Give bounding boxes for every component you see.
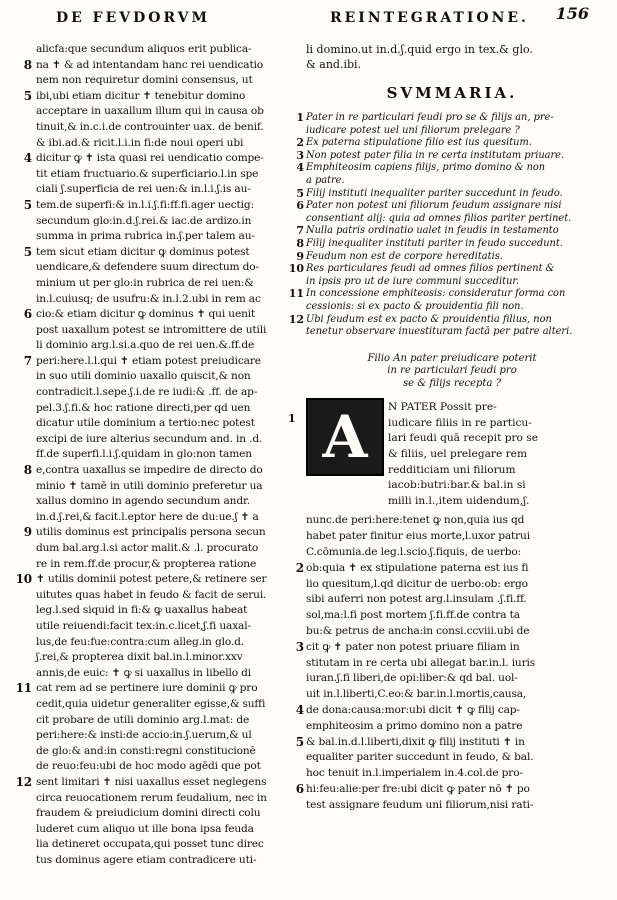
marginal-number: 2 <box>296 136 304 150</box>
text-line <box>36 619 308 635</box>
page-number: 156 <box>555 4 589 23</box>
text-line <box>36 853 308 869</box>
marginal-number: 7 <box>23 353 32 368</box>
line-text: li dominio arg.l.si.a.quo de rei uen.&.ff.de <box>36 339 255 352</box>
text-line <box>306 577 598 593</box>
text-line <box>306 213 598 226</box>
text-line <box>306 513 598 529</box>
marginal-number: 12 <box>288 312 304 326</box>
initial-adjacent-line: redditiciam uni filiorum <box>388 463 516 476</box>
text-line <box>36 479 308 495</box>
initial-adjacent-line: iudicare filiis in re particu- <box>388 416 532 429</box>
line-text: pel.3.ʃ.fi.& hoc ratione directi,per qd uen <box>36 401 251 414</box>
line-text: tem.de superfi:& in.l.i.ʃ.fi:ff.fi.ager uectig: <box>36 198 254 211</box>
right-column <box>288 42 598 892</box>
text-line <box>36 120 308 136</box>
line-text: Filij instituti inequaliter pariter succedunt in feudo. <box>306 187 563 199</box>
line-text: cit ꝙ ✝ pater non potest priuare filiam in <box>306 640 520 653</box>
line-text: ʃ.rei,& propterea dixit bal.in.l.minor.xxv <box>36 651 243 664</box>
line-text: cio:& etiam dicitur ꝙ dominus ✝ qui uenit <box>36 308 256 321</box>
text-line <box>23 244 308 261</box>
text-line <box>306 766 598 782</box>
line-text: excipi de iure alterius secundum and. in .d. <box>36 432 263 445</box>
initial-adjacent-line: milli in.l.,item uidendum,ʃ. <box>388 494 530 507</box>
line-text: lia detineret occupata,qui posset tunc direc <box>36 838 264 851</box>
line-text: annis,de euic: ✝ ꝙ si uaxallus in libello di <box>36 666 252 679</box>
line-text: cedit,quia uidetur generaliter egisse,& suffi <box>36 697 266 710</box>
running-head-left: DE FEVDORVM <box>56 10 210 26</box>
line-text: nunc.de peri:here:tenet ꝙ non,quia ius qd <box>306 514 525 527</box>
line-text: habet pater finitur eius morte,l.uxor patrui <box>306 530 530 543</box>
line-text: Ex paterna stipulatione filio est ius quesitum. <box>306 137 532 149</box>
text-line <box>306 529 598 545</box>
marginal-number: 3 <box>295 639 304 654</box>
line-text: xallus domino in agendo secundum andr. <box>36 495 250 508</box>
marginal-number: 9 <box>296 249 304 263</box>
line-text: hi:feu:alie:per fre:ubi dicit ꝙ pater nō ✝ po <box>306 782 530 795</box>
line-text: e,contra uaxallus se impedire de directo do <box>36 464 263 477</box>
text-line <box>36 338 308 354</box>
left-column <box>15 42 308 892</box>
line-text: iuran.ʃ.fi liberi,de opi:liber:& qd bal. uol- <box>306 672 518 685</box>
line-text: ciali ʃ.superficia de rei uen:& in.l.i.ʃ.is au- <box>36 183 251 196</box>
text-line <box>36 260 308 276</box>
text-line <box>296 148 598 163</box>
marginal-number: 9 <box>23 525 32 540</box>
marginal-number: 10 <box>15 572 32 587</box>
text-line <box>306 592 598 608</box>
line-text: dicatur utile dominium a tertio:nec potest <box>36 417 255 430</box>
text-line <box>36 447 308 463</box>
continuation-line: li domino.ut in.d.ʃ.quid ergo in tex.& glo. <box>306 43 533 56</box>
text-line <box>36 806 308 822</box>
line-text: in ipsis pro ut de iure communi succeditur. <box>306 275 520 287</box>
line-text: leg.l.sed siquid in fi:& ꝙ uaxallus habeat <box>36 604 248 617</box>
text-line <box>306 687 598 703</box>
marginal-number: 5 <box>23 244 32 259</box>
text-line <box>36 104 308 120</box>
text-line <box>23 307 308 323</box>
marginal-number: 4 <box>23 151 32 166</box>
line-text: tit etiam fructuario.& superficiario.l.in spe <box>36 167 259 180</box>
text-line <box>36 42 308 58</box>
epigraph-line: in re particulari feudi pro <box>387 365 517 377</box>
text-line <box>296 136 598 150</box>
line-text: tus dominus agere etiam contradicere uti- <box>36 853 257 866</box>
text-line <box>36 557 308 573</box>
marginal-number: 6 <box>296 199 304 213</box>
marginal-number: 1 <box>296 111 304 124</box>
text-line <box>36 214 308 230</box>
marginal-number: 5 <box>23 88 32 103</box>
line-text: Pater non potest uni filiorum feudum assignare nisi <box>306 200 562 212</box>
line-text: hoc tenuit in.l.imperialem in.4.col.de pro- <box>306 767 523 780</box>
text-line <box>36 728 308 744</box>
line-text: uendicare,& defendere suum directum do- <box>36 261 259 274</box>
line-text: alicfa:que secundum aliquos erit publica- <box>36 43 252 55</box>
line-text: equaliter pariter succedunt in feudo, & bal. <box>306 751 534 764</box>
epigraph-line: se & filijs recepta ? <box>403 377 501 389</box>
initial-adjacent-line: iacob:butri:bar.& bal.in si <box>388 479 526 492</box>
text-line <box>36 401 308 417</box>
decorated-initial-block <box>288 398 598 513</box>
line-text: na ✝ & ad intentandam hanc rei uendicatio <box>36 58 264 71</box>
marginal-number: 5 <box>295 734 304 749</box>
line-text: cessionis: si ex pacto & prouidentia fili non. <box>306 300 524 312</box>
marginal-number: 8 <box>23 57 32 72</box>
marginal-number: 4 <box>295 702 304 717</box>
text-line <box>23 197 308 214</box>
text-line <box>306 276 598 289</box>
text-line <box>36 635 308 651</box>
line-text: utilis dominus est principalis persona secun <box>36 526 266 539</box>
marginal-number: 4 <box>296 161 304 175</box>
text-line <box>295 781 598 798</box>
line-text: utile reiuendi:facit tex:in.c.licet,ʃ.fi uaxal- <box>36 619 251 632</box>
line-text: lus,de feu:fue:contra:cum alleg.in glo.d. <box>36 635 244 648</box>
line-text: iudicare potest uel uni filiorum prelegare ? <box>306 124 520 136</box>
text-line <box>288 262 598 276</box>
text-line <box>296 224 598 238</box>
text-line <box>36 182 308 198</box>
text-line <box>36 292 308 308</box>
text-line <box>36 603 308 619</box>
text-line <box>295 560 598 577</box>
text-line <box>23 525 308 541</box>
text-line <box>23 148 308 167</box>
text-line <box>306 624 598 640</box>
marginal-number: 10 <box>288 262 304 276</box>
text-line <box>36 494 308 510</box>
text-line <box>306 326 598 339</box>
line-text: summa in prima rubrica in.ʃ.per talem au- <box>36 230 255 243</box>
line-text: bu:& petrus de ancha:in consi.ccviii.ubi de <box>306 624 530 637</box>
line-text: luderet cum aliquo ut ille bona ipsa feuda <box>36 822 254 835</box>
text-line <box>295 639 598 656</box>
line-text: re in rem.ff.de procur,& propterea ratione <box>36 557 257 570</box>
line-text: secundum glo:in.d.ʃ.rei.& iac.de ardizo.in <box>36 214 252 227</box>
text-line <box>23 88 308 105</box>
line-text: circa reuocationem rerum feudalium, nec in <box>36 791 267 804</box>
text-line <box>306 719 598 735</box>
summaria-heading: SVMMARIA. <box>386 84 518 102</box>
text-line <box>306 671 598 687</box>
text-line <box>306 608 598 624</box>
marginal-number: 11 <box>288 287 304 301</box>
line-text: test assignare feudum uni filiorum,nisi rati- <box>306 798 534 811</box>
summaria-list <box>288 111 598 339</box>
text-line <box>36 369 308 385</box>
text-line <box>296 186 598 201</box>
text-line <box>36 276 308 292</box>
line-text: Non potest pater filia in re certa institutam priuare. <box>306 149 565 161</box>
line-text: sibi auferri non potest arg.l.insulam .ʃ.fi.ff. <box>306 593 527 606</box>
epigraph <box>306 353 598 391</box>
marginal-number: 5 <box>296 186 304 200</box>
text-line <box>306 175 598 188</box>
text-line <box>36 432 308 448</box>
text-line <box>15 572 308 588</box>
text-line <box>15 774 308 791</box>
line-text: Ubi feudum est ex pacto & prouidentia filius, non <box>306 313 552 325</box>
line-text: & ibi.ad.& ricit.l.i.in fi:de noui operi ubi <box>36 136 244 149</box>
marginal-number: 5 <box>23 197 32 212</box>
text-line <box>36 541 308 557</box>
marginal-number: 12 <box>15 774 32 789</box>
text-line <box>36 323 308 339</box>
line-text: ff.de superfi.l.i.ʃ.quidam in glo:non tamen <box>36 448 252 461</box>
line-text: & bal.in.d.l.liberti,dixit ꝙ filij instituti ✝ in <box>306 735 525 748</box>
text-line <box>36 744 308 760</box>
line-text: stitutam in re certa ubi allegat bar.in.l. iuris <box>306 656 536 669</box>
marginal-number: 6 <box>295 781 304 796</box>
line-text: emphiteosim a primo domino non a patre <box>306 719 523 732</box>
line-text: Filij inequaliter instituti pariter in feudo succedunt. <box>306 237 563 249</box>
line-text: nem non requiretur domini consensus, ut <box>36 74 253 87</box>
marginal-number: 8 <box>296 236 304 250</box>
text-line <box>296 249 598 264</box>
initial-adjacent-line: N PATER Possit pre- <box>388 401 497 414</box>
line-text: a patre. <box>306 174 345 186</box>
line-text: In concessione emphiteosis: consideratur forma con <box>306 288 566 300</box>
text-line <box>36 136 308 152</box>
text-line <box>23 57 308 74</box>
text-line <box>36 666 308 682</box>
line-text: cat rem ad se pertinere iure dominii ꝙ pro <box>36 682 258 695</box>
line-text: ✝ utilis dominii potest petere,& retinere ser <box>36 573 267 586</box>
text-line <box>36 759 308 775</box>
line-text: minio ✝ tamē in utili dominio preferetur ua <box>36 479 263 492</box>
text-line <box>306 125 598 138</box>
text-line <box>36 385 308 401</box>
line-text: dum bal.arg.l.si actor malit.& .l. procurato <box>36 542 259 554</box>
line-text: ibi,ubi etiam dicitur ✝ tenebitur domino <box>36 89 246 102</box>
continuation-line: & and.ibi. <box>306 58 362 71</box>
marginal-number: 7 <box>296 224 304 238</box>
decorated-initial-letter <box>306 398 384 476</box>
line-text: tenetur observare inuestituram factā per patre alteri. <box>306 326 573 338</box>
line-text: consentiant alij: quia ad omnes filios pariter pertinet. <box>306 212 572 224</box>
text-line <box>36 588 308 604</box>
text-line <box>36 73 308 89</box>
line-text: de glo:& and:in consti:regni constitucionē <box>36 744 256 757</box>
text-line <box>23 353 308 370</box>
text-line <box>288 287 598 301</box>
text-line <box>36 229 308 245</box>
text-line <box>36 822 308 838</box>
line-text: Res particulares feudi ad omnes filios pertinent & <box>306 263 555 275</box>
text-line <box>295 734 598 751</box>
line-text: tinuit,& in.c.i.de controuinter uax. de benif. <box>36 120 264 133</box>
text-line <box>36 650 308 666</box>
text-line <box>288 312 598 327</box>
line-text: ob:quia ✝ ex stipulatione paterna est ius fi <box>306 561 529 574</box>
line-text: Emphiteosim capiens filijs, primo domino & non <box>306 162 546 174</box>
line-text: minium ut per glo:in rubrica de rei uen:& <box>36 276 254 289</box>
line-text: Nulla patris ordinatio ualet in feudis in testamento <box>306 225 559 237</box>
text-line <box>36 837 308 853</box>
line-text: peri:here:& insti:de accio:in.ʃ.uerum,& ul <box>36 729 252 742</box>
initial-adjacent-line: & filiis, uel prelegare rem <box>388 447 527 460</box>
text-line <box>36 510 308 526</box>
right-body-text <box>295 513 598 813</box>
text-line <box>36 713 308 729</box>
line-text: tem sicut etiam dicitur ꝙ dominus potest <box>36 245 250 258</box>
marginal-number: 2 <box>295 560 304 575</box>
text-line <box>306 545 598 561</box>
line-text: fraudem & preiudicium domini directi colu <box>36 807 261 820</box>
text-line <box>296 199 598 213</box>
running-head-right: REINTEGRATIONE. <box>330 10 529 26</box>
text-line <box>23 463 308 479</box>
line-text: contradicit.l.sepe.ʃ.i.de re iudi:& .ff. de ap- <box>36 386 258 399</box>
line-text: post uaxallum potest se intromittere de utili <box>36 323 267 336</box>
marginal-number: 3 <box>296 148 304 162</box>
line-text: acceptare in uaxallum illum qui in causa ob <box>36 105 264 118</box>
text-line <box>36 416 308 432</box>
line-text: in.d.ʃ.rei,& facit.l.eptor here de du:ue.ʃ ✝ a <box>36 510 259 523</box>
line-text: uitutes quas habet in feudo & facit de serui. <box>36 588 267 601</box>
marginal-number: 6 <box>23 307 32 322</box>
text-line <box>296 111 598 125</box>
line-text: de dona:causa:mor:ubi dicit ✝ ꝙ filij cap- <box>306 703 520 716</box>
line-text: in.l.cuiusq; de usufru:& in.l.2.ubi in rem ac <box>36 292 261 305</box>
text-line <box>15 681 308 697</box>
text-line <box>296 236 598 251</box>
line-text: de reuo:feu:ubi de hoc modo agēdi que pot <box>36 760 261 773</box>
line-text: cit probare de utili dominio arg.l.mat: de <box>36 713 250 726</box>
line-text: sent limitari ✝ nisi uaxallus esset neglegens <box>36 775 267 788</box>
running-head <box>30 4 599 30</box>
text-line <box>306 798 598 814</box>
line-text: Pater in re particulari feudi pro se & filijs an, pre- <box>306 112 554 123</box>
line-text: in suo utili dominio uaxallo quiscit,& non <box>36 370 251 383</box>
text-line <box>296 161 598 175</box>
initial-letter-glyph: A <box>322 403 368 472</box>
marginal-number: 1 <box>288 412 296 426</box>
line-text: uit in.l.liberti,C.eo:& bar.in.l.mortis,causa, <box>306 688 527 701</box>
line-text: C.cōmunia.de leg.l.scio.ʃ.fiquis, de uerbo: <box>306 545 522 558</box>
epigraph-line: Filio An pater preiudicare poterit <box>367 352 537 364</box>
marginal-number: 8 <box>23 463 32 478</box>
line-text: sol,ma:l.fi post mortem ʃ.fi.ff.de contra ta <box>306 609 520 622</box>
text-line <box>306 656 598 672</box>
text-line <box>306 750 598 766</box>
marginal-number: 11 <box>15 681 32 696</box>
text-line <box>36 791 308 807</box>
line-text: peri:here.l.l.qui ✝ etiam potest preiudicare <box>36 354 261 367</box>
initial-adjacent-line: lari feudi quā recepit pro se <box>388 432 538 445</box>
text-line <box>295 702 598 719</box>
line-text: Feudum non est de corpore hereditatis. <box>306 250 503 262</box>
line-text: lio quesitum,l.qd dicitur de uerbo:ob: ergo <box>306 577 528 590</box>
text-line <box>306 301 598 314</box>
text-line <box>36 167 308 183</box>
line-text: dicitur ꝙ ✝ ista quasi rei uendicatio compe- <box>36 152 264 165</box>
text-line <box>36 697 308 713</box>
